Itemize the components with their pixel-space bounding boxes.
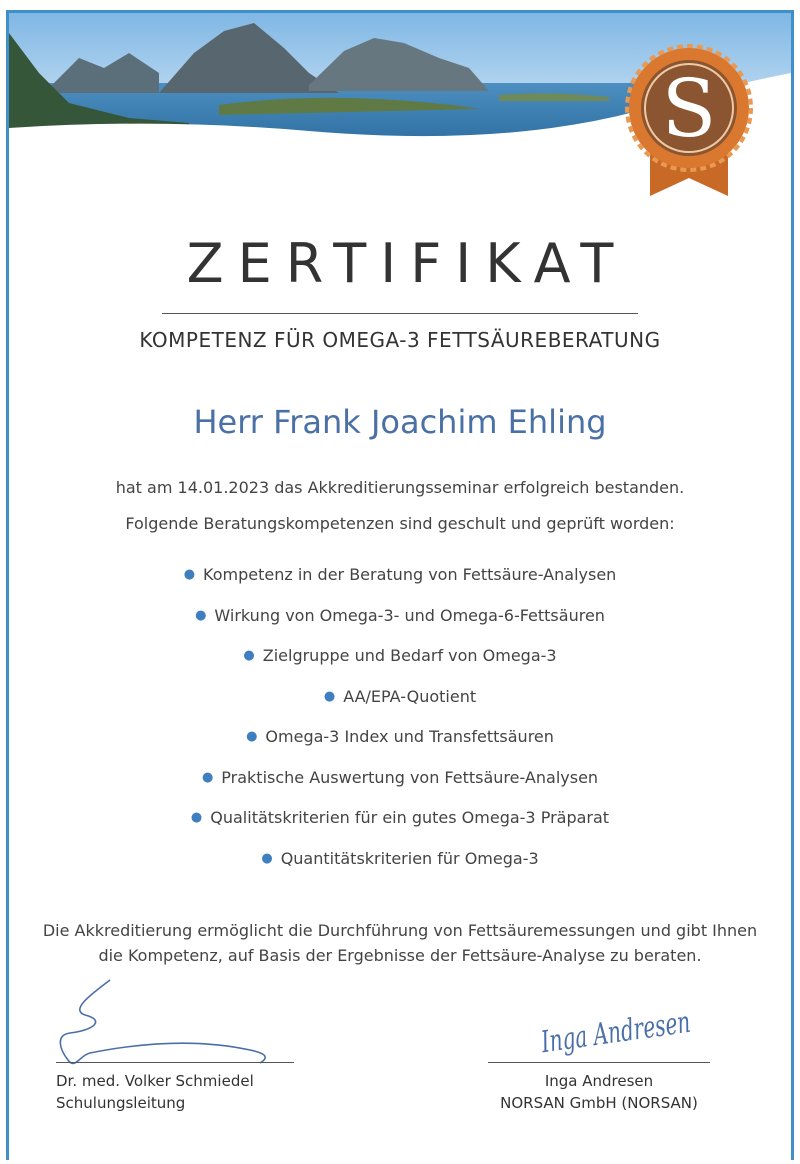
signatory-right-name: Inga Andresen	[544, 1072, 654, 1090]
closing-text	[40, 918, 760, 968]
certificate-subtitle: KOMPETENZ FÜR OMEGA-3 FETTSÄUREBERATUNG	[139, 328, 661, 352]
list-item: ● Praktische Auswertung von Fettsäure-Analysen	[201, 767, 599, 787]
list-item: ● Wirkung von Omega-3- und Omega-6-Fettsäuren	[195, 605, 605, 625]
bullet-icon: ●	[243, 648, 255, 663]
statement-line-1: hat am 14.01.2023 das Akkreditierungsseminar erfolgreich bestanden.	[115, 478, 685, 497]
bullet-icon: ●	[261, 850, 273, 866]
list-item: ● Omega-3 Index und Transfettsäuren	[246, 727, 554, 746]
signatory-left	[56, 1070, 254, 1114]
certificate-title: ZERTIFIKAT	[186, 232, 628, 295]
signature-left	[50, 975, 280, 1075]
title-divider	[162, 313, 638, 314]
signature-line-right	[488, 1062, 710, 1063]
closing-line-2: die Kompetenz, auf Basis der Ergebnisse der Fettsäure-Analyse zu beraten.	[98, 946, 702, 965]
list-item: ● Quantitätskriterien für Omega-3	[261, 848, 539, 868]
signature-right	[535, 994, 765, 1061]
closing-line-1: Die Akkreditierung ermöglicht die Durchführung von Fettsäuremessungen und gibt Ihnen	[42, 921, 758, 940]
bullet-icon: ●	[246, 729, 258, 744]
bullet-icon: ●	[195, 607, 207, 623]
signatory-right	[474, 1070, 724, 1114]
list-item: ● Kompetenz in der Beratung von Fettsäure-Analysen	[183, 565, 617, 584]
list-item: ● Zielgruppe und Bedarf von Omega-3	[243, 646, 557, 665]
bullet-icon: ●	[190, 810, 203, 825]
seal-letter: S	[661, 62, 717, 155]
signature-line-left	[56, 1062, 294, 1063]
signature-right-text: Inga Andresen	[539, 994, 765, 1061]
bullet-icon: ●	[183, 567, 196, 582]
competency-list	[0, 562, 800, 886]
seal-badge-icon	[622, 44, 756, 196]
signatory-left-role: Schulungsleitung	[56, 1094, 186, 1112]
recipient-name: Herr Frank Joachim Ehling	[193, 403, 607, 441]
list-item: ● AA/EPA-Quotient	[323, 686, 477, 706]
signatory-right-role: NORSAN GmbH (NORSAN)	[500, 1094, 698, 1112]
statement-line-2: Folgende Beratungskompetenzen sind geschult und geprüft worden:	[125, 514, 675, 533]
bullet-icon: ●	[201, 769, 214, 785]
list-item: ● Qualitätskriterien für ein gutes Omega-3 Präparat	[190, 808, 610, 827]
bullet-icon: ●	[323, 688, 336, 704]
signatory-left-name: Dr. med. Volker Schmiedel	[56, 1072, 254, 1090]
